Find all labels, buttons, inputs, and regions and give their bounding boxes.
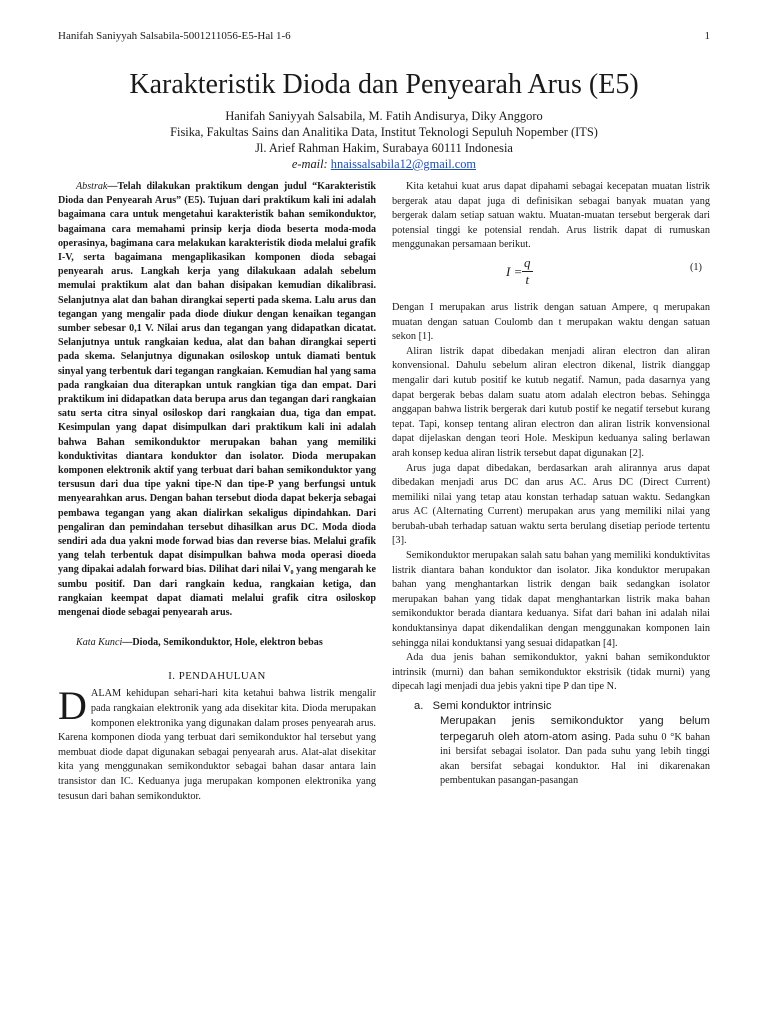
list-item-a bbox=[392, 699, 710, 714]
list-item-heading bbox=[414, 699, 710, 714]
email-label: e-mail: bbox=[291, 157, 328, 171]
abstract-text: —Telah dilakukan praktikum dengan judul “Karakteristik Dioda dan Penyearah Arus” (E5). Tujuan dari praktikum kali ini adalah bagaimana cara untuk mengetahui karakteristik bahan semikonduktor, bagaimana cara memahami prinsip kerja dioda beserta moda-moda operasinya, bagimana cara melakukan karakteristik dioda melalui grafik I-V, serta bagaimana mengaplikasikan komponen dioda sebagai penyearah arus. Langkah kerja yang dilakukaan adalah sebelum memulai praktikum alat dan bahan disipakan kemudian dikalibrasi. Selanjutnya alat dan bahan dirangkai seperti pada skema. Lalu arus dan tegangan yang mengalir pada diode diukur dengan kenaikan tegangan sumber sebesar 0,1 V. Nilai arus dan tegangan yang didapatkan dicatat. Selanjutnya untuk rangkaian kedua, alat dan bahan dirangkai seperti pada skema. Selanjutnya digunakan osiloskop untuk diamati bentuk sinyal yang terbentuk dari tegangan rangkaian. Kemudian hal yang sama pada rangkaian dua diterapkan untuk rangkian tiga dan empat. Dari praktikum ini didapatkan data berupa arus dan tegangan dari rangkaian satu serta citra sinyal osiloskop dari rangkaian dua, tiga dan empat. Kesimpulan yang dapat disimpulkan dari praktikum kali ini adalah bahwa Bahan semikonduktor merupakan bahan yang memiliki konduktivitas diantara konduktor dan isolator. Dioda merupakan komponen elektronik aktif yang terbuat dari bahan semikonduktor yang tersusun dari dua tipe yakni tipe-N dan tipe-P yang berfungsi untuk menyearahkan arus. Dengan bahan tersebut dioda dapat bekerja sebagai pembawa tegangan yang akan dialirkan sekaligus dipindahkan. Dari pengaliran dan pemindahan tersebut dihasilkan arus DC. Moda dioda sendiri ada dua yakni mode forwad bias dan reverse bias. Melalui grafik yang telah terbentuk dapat disimpulkan bahwa moda operasi dioeda yang dipakai adalah forward bias. Dilihat dari nilai V₀ yang mengarah ke sumbu positif. Dan dari rangkain kedua, rangkaian ketiga, dan rangkaian keempat dapat diamati melalui grafik citra osiloskop mengenai diode sebagai penyearah arus. bbox=[58, 181, 376, 619]
keywords-label: Kata Kunci bbox=[76, 637, 123, 649]
paragraph-electron-flow: Aliran listrik dapat dibedakan menjadi aliran electron dan aliran konvensional. Dahulu sebelum aliran electron dikenal, listrik dianggap mengalir dari kutub positif ke kutub negatif. Namun, pada dasarnya yang dapat bergerak bebas dalam suatu atom adalah electron bebas. Sehingga anggapan bahwa listrik bergerak dari kutub postif ke negatif tersebut kurang tepat. Tapi, konsep tentang aliran electron dan aliran listrik konvensional dapat dijelaskan dengan teori Hole. Meskipun keduanya saling berlawan arah konsep kedua aliran listrik tersebut dapat digunakan [2]. bbox=[392, 345, 710, 459]
keywords bbox=[58, 636, 376, 651]
email-link[interactable]: hnaissalsabila12@gmail.com bbox=[330, 157, 477, 171]
right-column bbox=[392, 180, 710, 789]
keywords-text: —Dioda, Semikonduktor, Hole, elektron bebas bbox=[122, 637, 323, 649]
paragraph-semiconductor-types: Ada dua jenis bahan semikonduktor, yakni bahan semikonduktor intrinsik (murni) dan bahan semikonduktor ekstrisik (tidak murni) yang dipecah lagi menjadi dua jebis yakni tipe P dan tipe N. bbox=[392, 652, 710, 693]
paragraph-current: Kita ketahui kuat arus dapat dipahami sebagai kecepatan muatan listrik bergerak atau dapat juga di definisikan sebagai banyak muatan yang bergerak dalam setiap satuan waktu. Muatan-muatan tersebut bergerak dari potensial tinggi ke potensial rendah. Arus listrik dapat di rumuskan menggunakan persamaan berikut. bbox=[392, 181, 710, 251]
equation-fraction bbox=[522, 255, 533, 288]
equation-lhs: I = bbox=[506, 263, 523, 279]
affiliation: Fisika, Fakultas Sains dan Analitika Data, Institut Teknologi Sepuluh Nopember (ITS) bbox=[170, 125, 598, 139]
section-heading: I. PENDAHULUAN bbox=[168, 669, 266, 682]
page-number: 1 bbox=[704, 30, 710, 42]
drop-cap: D bbox=[58, 683, 87, 729]
author-block bbox=[40, 108, 728, 172]
email-line bbox=[40, 156, 728, 172]
equation-1 bbox=[392, 255, 710, 299]
equation-denominator: t bbox=[525, 271, 530, 287]
list-marker: a. bbox=[414, 700, 424, 712]
paragraph-semiconductor: Semikonduktor merupakan salah satu bahan yang memiliki konduktivitas listrik diantara bahan konduktor dan isolator. Jika konduktor merupakan bahan yang menghantarkan listrik dengan baik sedangkan isolator merupakan bahan yang tidak dapat menghantarkan listrik maka bahan semikonduktor berada diantara keduanya. Sifat dari bahan ini adalah nilai konduktansinya dapat dikendalikan dengan menggunakan komponen lain sehingga nilai konduktansi yang sesuai didapatkan [4]. bbox=[392, 550, 710, 649]
paragraph-definitions: Dengan I merupakan arus listrik dengan satuan Ampere, q merupakan muatan dengan satuan Coulomb dan t merupakan waktu dengan satuan sekon [1]. bbox=[392, 301, 710, 343]
paper-title: Karakteristik Dioda dan Penyearah Arus (E5) bbox=[129, 69, 639, 100]
list-item-body bbox=[392, 714, 710, 789]
abstract-label: Abstrak bbox=[76, 181, 108, 192]
left-column bbox=[58, 180, 376, 804]
list-item-rest: Pada suhu 0 °K bahan ini bersifat sebagai isolator. Dan pada suhu yang lebih tinggi akan bersifat sebagai konduktor. Hal ini dikarenakan pembentukan pasangan-pasangan bbox=[440, 731, 710, 787]
intro-paragraph bbox=[58, 683, 376, 804]
equation-number: (1) bbox=[689, 261, 702, 273]
paragraph-dc-ac: Arus juga dapat dibedakan, berdasarkan arah alirannya arus dapat dibedakan menjadi arus DC dan arus AC. Arus DC (Direct Current) memiliki nilai yang tetap atau konstan terhadap satuan waktu. Sedangkan arus AC (Alternating Current) merupakan arus yang memiliki nilai yang berubah-ubah terhadap satuan waktu serta berulang disetiap periode tertentu [3]. bbox=[392, 462, 710, 547]
list-item-title: Semi konduktor intrinsic bbox=[432, 700, 552, 712]
abstract bbox=[58, 180, 376, 620]
intro-text: ALAM kehidupan sehari-hari kita ketahui bahwa listrik mengalir pada rangkaian elektronik yang ada disekitar kita. Dioda merupakan komponen elektronika yang digunakan dalam proses penyearah arus. Karena komponen dioda yang terbuat dari semikonduktor hal tersebut yang membuat diode dapat digunakan sebagai penyearah arus. Alat-alat disekitar kita yang menggunakan semikonduktor sebagai bahan dasar antara lain transistor dan IC. Keduanya juga merupakan komponen elektronika yang tesusun dari bahan semikonduktor. bbox=[58, 688, 376, 802]
address: Jl. Arief Rahman Hakim, Surabaya 60111 Indonesia bbox=[255, 141, 513, 155]
equation-numerator: q bbox=[524, 254, 531, 270]
author-names: Hanifah Saniyyah Salsabila, M. Fatih Andisurya, Diky Anggoro bbox=[225, 109, 543, 123]
list-item-lead: Merupakan jenis semikonduktor yang belum terpegaruh oleh atom-atom asing. bbox=[440, 715, 710, 743]
running-header-text: Hanifah Saniyyah Salsabila-5001211056-E5-Hal 1-6 bbox=[58, 30, 291, 42]
running-header bbox=[58, 30, 710, 44]
